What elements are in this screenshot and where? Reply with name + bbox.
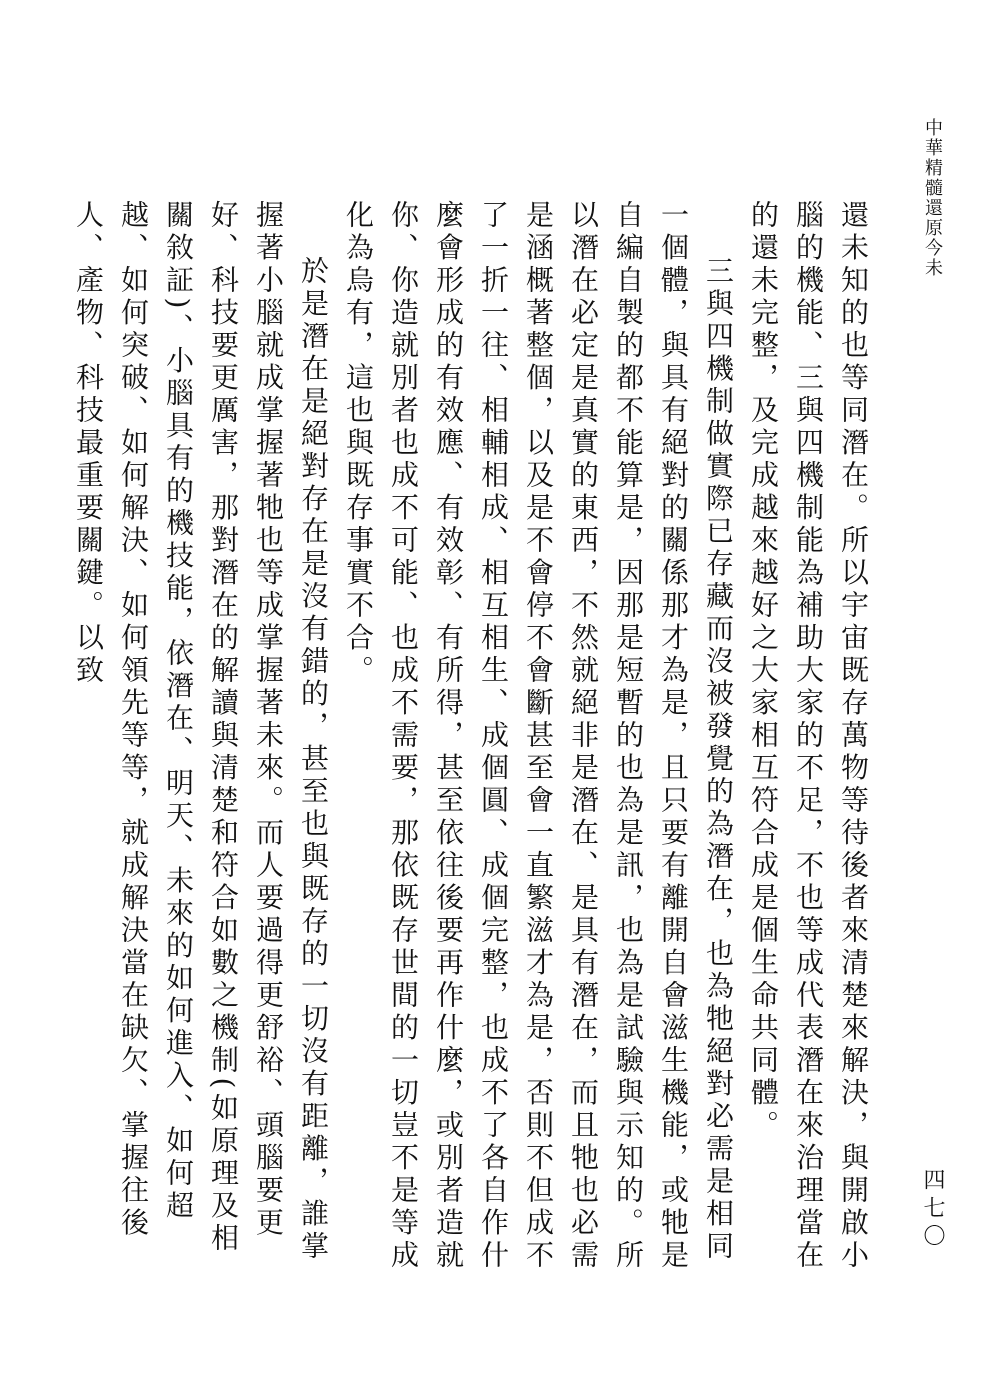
running-header-title: 中華精髓還原今未 bbox=[922, 118, 943, 278]
page-number: 四七〇 bbox=[920, 1168, 945, 1252]
paragraph-continued: 還未知的也等同潛在。所以宇宙既存萬物等待後者來清楚來解決，與開啟小腦的機能、三與四機制能為補助大家的不足，不也等成代表潛在來治理當在的還未完整，及完成越來越好之大家相互符合成是個生命共同體。 bbox=[747, 200, 870, 1273]
paragraph-mechanism: 三與四機制做實際已存藏而沒被發覺的為潛在，也為牠絕對必需是相同一個體，與具有絕對的關係那才為是，且只要有離開自會滋生機能，或牠是自編自製的都不能算是，因那是短暫的也為是訊，也為是試驗與示知的。所以潛在必定是真實的東西，不然就絕非是潛在、是具有潛在，而且牠也必需是涵概著整個，以及是不會停不會斷甚至會一直繁滋才為是，否則不但成不了一折一往、相輔相成、相互相生、成個圓、成個完整，也成不了各自作什麼會形成的有效應、有效彰、有所得，甚至依往後要再作什麼，或別者造就你、你造就別者也成不可能、也成不需要，那依既存世間的一切豈不是等成化為烏有，這也與既存事實不合。 bbox=[342, 200, 735, 1273]
paragraph-latent-existence: 於是潛在是絕對存在是沒有錯的，甚至也與既存的一切沒有距離，誰掌握著小腦就成掌握著牠也等成掌握著未來。而人要過得更舒裕、頭腦要更好、科技要更厲害，那對潛在的解讀與清楚和符合如數之機制(如原理及相關敘証)、小腦具有的機技能，依潛在、明天、未來的如何進入、如何超越、如何突破、如何解決、如何領先等等，就成解決當在缺欠、掌握往後人、產物、科技最重要關鍵。以致 bbox=[72, 200, 330, 1264]
body-text-block bbox=[66, 200, 876, 1280]
